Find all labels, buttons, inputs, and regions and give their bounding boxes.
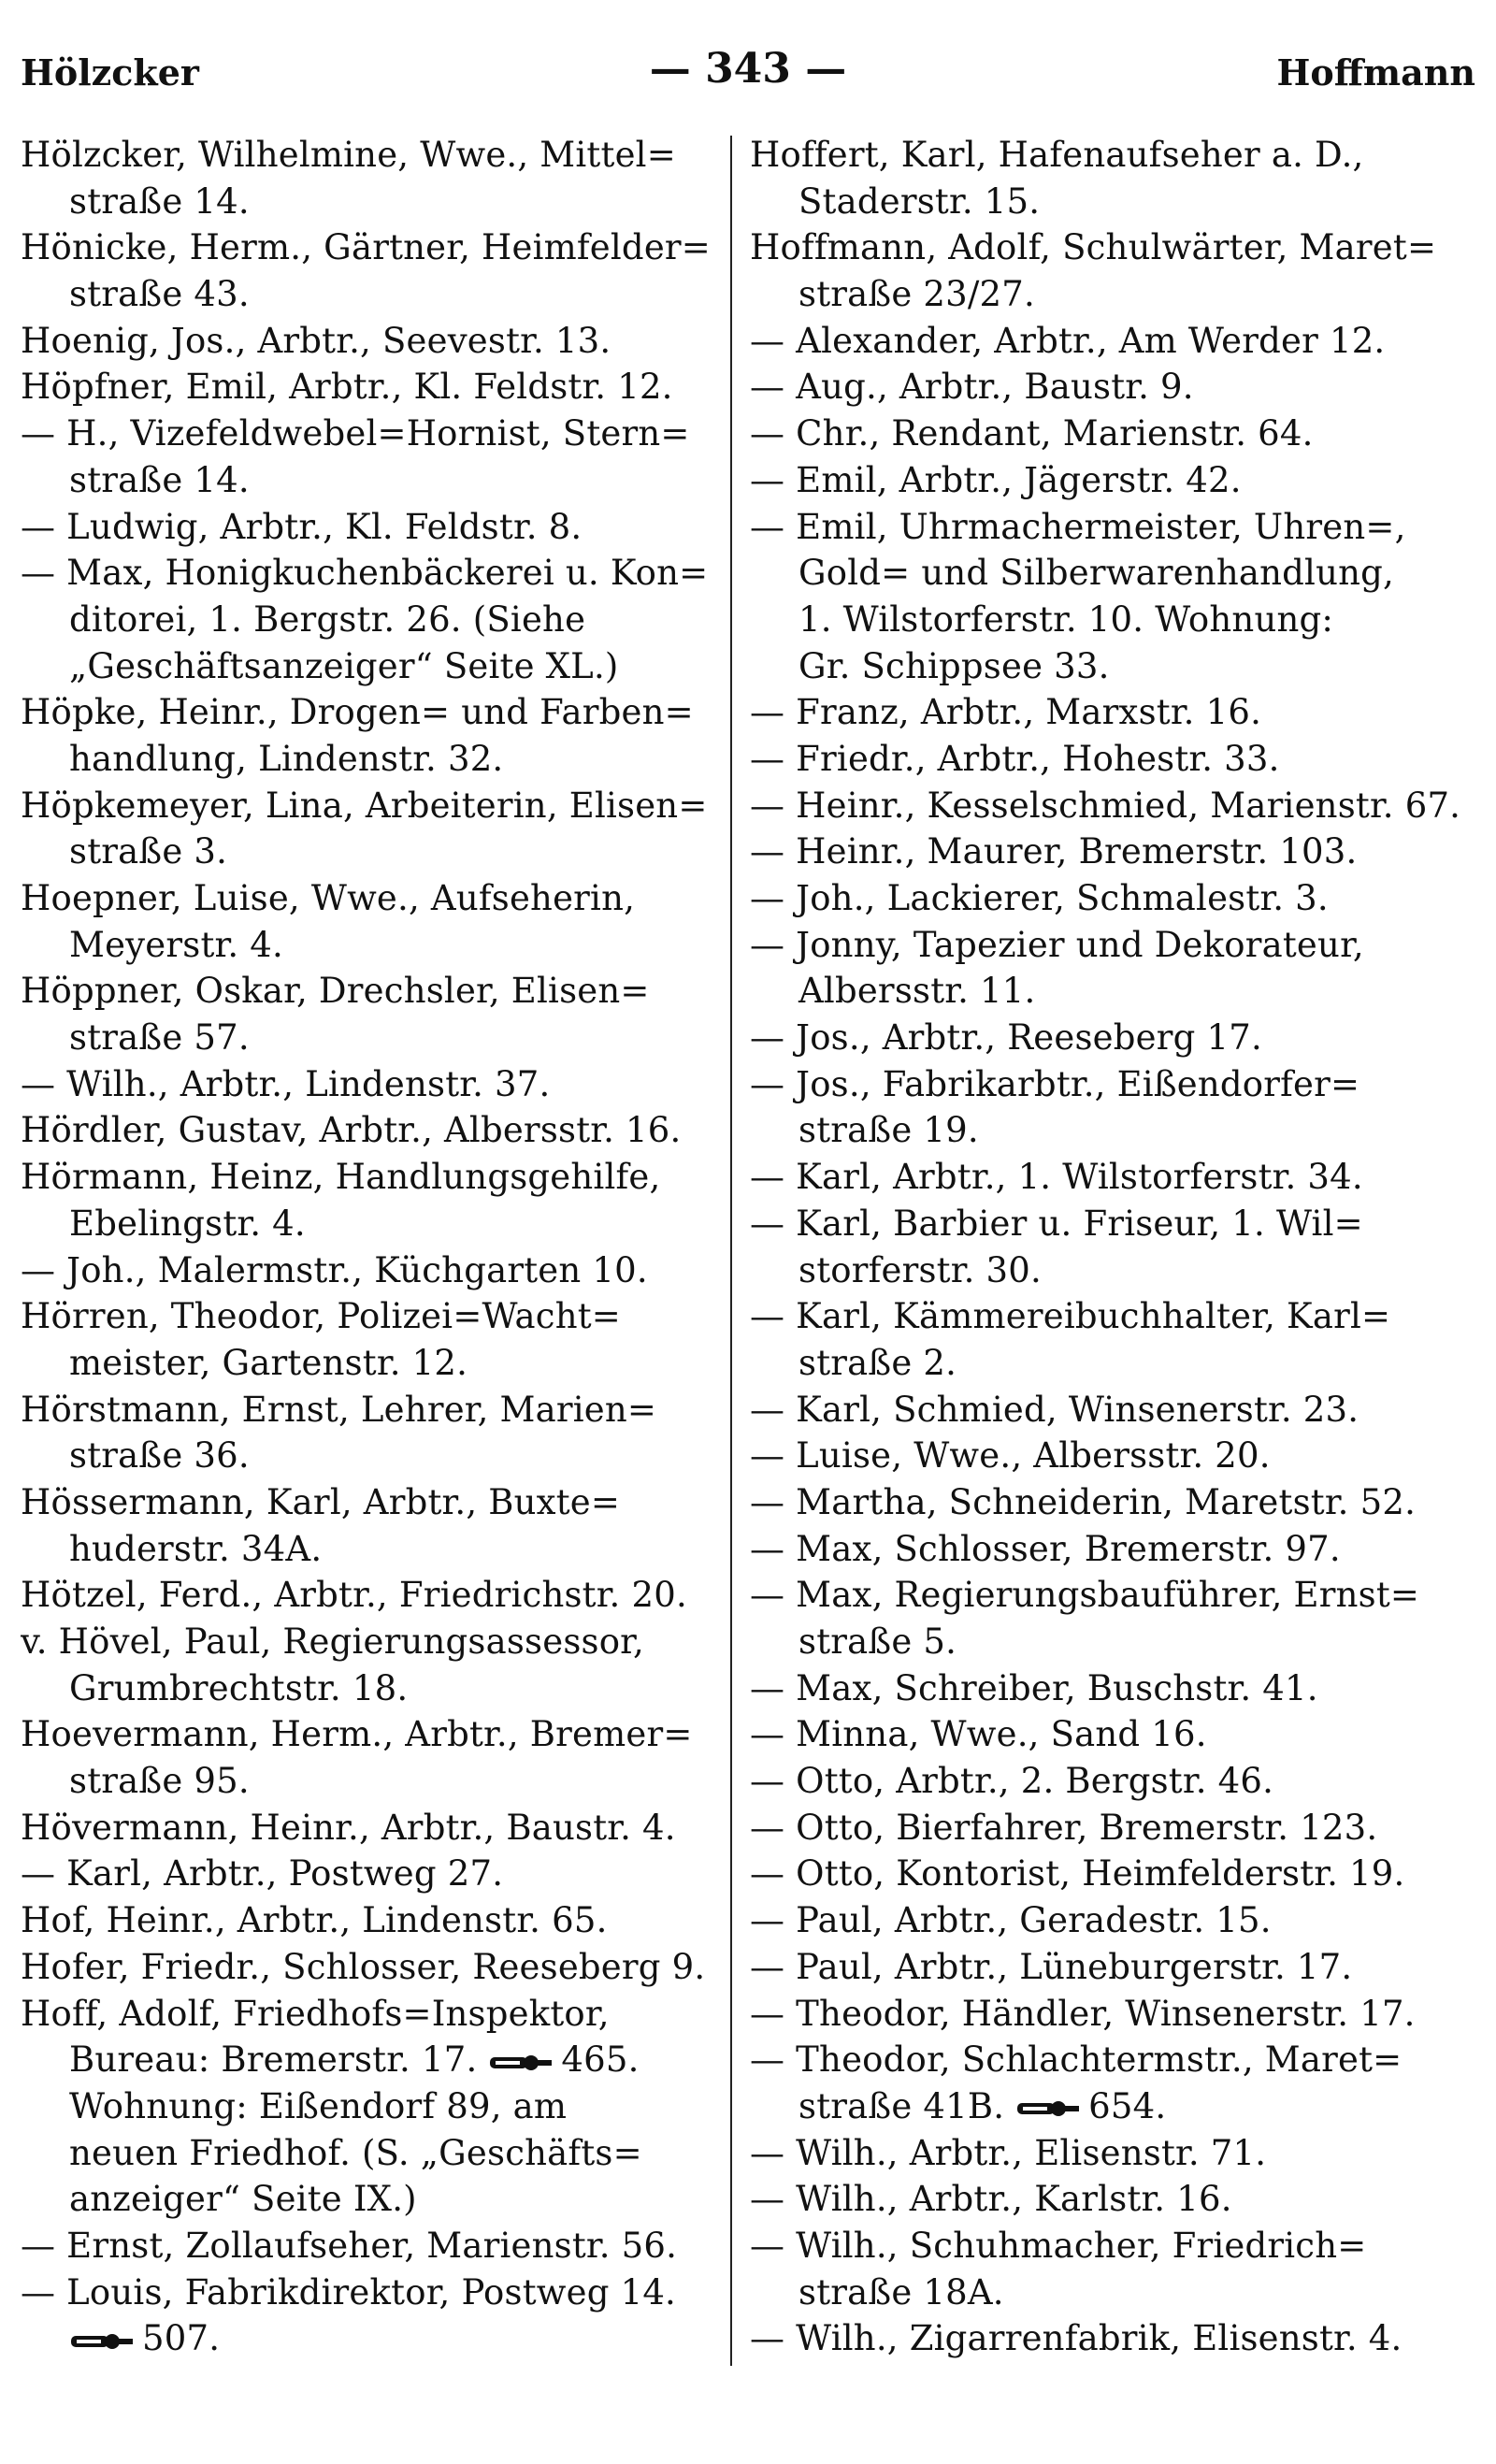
directory-entry bbox=[21, 689, 731, 782]
entry-line: — Jos., Fabrikarbtr., Eißendorfer= bbox=[750, 1063, 1360, 1104]
entry-continuation: neuen Friedhof. (S. „Geschäfts= bbox=[69, 2132, 642, 2173]
directory-entry bbox=[21, 1154, 731, 1246]
directory-entry bbox=[21, 1619, 731, 1711]
entry-continuation: straße 3. bbox=[69, 831, 228, 872]
directory-entry bbox=[750, 829, 1470, 875]
directory-entry bbox=[750, 1711, 1470, 1758]
entry-line: — Aug., Arbtr., Baustr. 9. bbox=[750, 367, 1194, 408]
entry-continuation: „Geschäftsanzeiger“ Seite XL.) bbox=[69, 645, 619, 686]
directory-entry bbox=[750, 689, 1470, 736]
directory-entry bbox=[750, 1526, 1470, 1573]
entry-continuation: Ebelingstr. 4. bbox=[69, 1203, 306, 1244]
directory-entry bbox=[21, 1851, 731, 1897]
entry-line: — Wilh., Zigarrenfabrik, Elisenstr. 4. bbox=[750, 2318, 1402, 2359]
entry-continuation bbox=[21, 2315, 731, 2362]
entry-line: Hördler, Gustav, Arbtr., Albersstr. 16. bbox=[21, 1110, 682, 1151]
directory-entry bbox=[750, 1991, 1470, 2038]
directory-entry bbox=[750, 2037, 1470, 2129]
directory-entry bbox=[21, 318, 731, 365]
left-column bbox=[21, 132, 731, 2362]
directory-entry bbox=[750, 1061, 1470, 1154]
entry-line: — H., Vizefeldwebel=Hornist, Stern= bbox=[21, 413, 690, 454]
entry-line: — Joh., Malermstr., Küchgarten 10. bbox=[21, 1249, 648, 1290]
entry-line: Höpfner, Emil, Arbtr., Kl. Feldstr. 12. bbox=[21, 367, 673, 408]
entry-line: — Emil, Arbtr., Jägerstr. 42. bbox=[750, 459, 1242, 500]
directory-entry bbox=[21, 364, 731, 411]
directory-entry bbox=[750, 318, 1470, 365]
entry-line: — Karl, Arbtr., 1. Wilstorferstr. 34. bbox=[750, 1157, 1363, 1198]
entry-line: — Martha, Schneiderin, Maretstr. 52. bbox=[750, 1481, 1417, 1522]
directory-entry bbox=[21, 968, 731, 1060]
entry-line: — Ludwig, Arbtr., Kl. Feldstr. 8. bbox=[21, 506, 583, 547]
entry-line: v. Hövel, Paul, Regierungsassessor, bbox=[21, 1621, 644, 1662]
entry-continuation: Grumbrechtstr. 18. bbox=[69, 1667, 409, 1708]
directory-entry bbox=[21, 2269, 731, 2362]
directory-entry bbox=[750, 1015, 1470, 1061]
phone-number: 654. bbox=[1088, 2085, 1167, 2126]
entry-continuation: Bureau: Bremerstr. 17. 465. bbox=[69, 2039, 640, 2081]
entry-line: — Karl, Kämmereibuchhalter, Karl= bbox=[750, 1296, 1391, 1337]
directory-entry bbox=[21, 2223, 731, 2269]
directory-entry bbox=[750, 1387, 1470, 1434]
entry-continuation: straße 36. bbox=[69, 1435, 250, 1477]
directory-entry bbox=[21, 1387, 731, 1479]
entry-continuation: straße 5. bbox=[798, 1621, 957, 1662]
directory-entry bbox=[750, 2176, 1470, 2223]
entry-line: — Joh., Lackierer, Schmalestr. 3. bbox=[750, 878, 1329, 918]
column-divider bbox=[730, 136, 732, 2366]
directory-entry bbox=[750, 1293, 1470, 1386]
entry-line: Hötzel, Ferd., Arbtr., Friedrichstr. 20. bbox=[21, 1575, 687, 1616]
entry-line: — Paul, Arbtr., Geradestr. 15. bbox=[750, 1900, 1272, 1941]
directory-entry bbox=[21, 1479, 731, 1572]
entry-continuation: handlung, Lindenstr. 32. bbox=[69, 738, 504, 779]
directory-entry bbox=[750, 1665, 1470, 1712]
right-column bbox=[750, 132, 1470, 2362]
entry-continuation: Gr. Schippsee 33. bbox=[798, 645, 1110, 686]
entry-line: — Wilh., Arbtr., Elisenstr. 71. bbox=[750, 2132, 1267, 2173]
directory-entry bbox=[750, 875, 1470, 922]
entry-line: Hoevermann, Herm., Arbtr., Bremer= bbox=[21, 1714, 693, 1755]
telephone-icon bbox=[1015, 2098, 1081, 2119]
entry-line: — Wilh., Arbtr., Lindenstr. 37. bbox=[21, 1063, 551, 1104]
entry-line: Hoenig, Jos., Arbtr., Seevestr. 13. bbox=[21, 320, 611, 361]
directory-entry bbox=[750, 1154, 1470, 1201]
entry-line: — Jos., Arbtr., Reeseberg 17. bbox=[750, 1017, 1262, 1059]
entry-line: — Karl, Schmied, Winsenerstr. 23. bbox=[750, 1389, 1359, 1430]
directory-entry bbox=[750, 1201, 1470, 1293]
entry-line: Hoffmann, Adolf, Schulwärter, Maret= bbox=[750, 227, 1437, 268]
directory-entry bbox=[750, 736, 1470, 783]
directory-entry bbox=[750, 504, 1470, 690]
entry-line: — Ernst, Zollaufseher, Marienstr. 56. bbox=[21, 2225, 678, 2266]
entry-line: Hoff, Adolf, Friedhofs=Inspektor, bbox=[21, 1993, 610, 2034]
header-first-entry: Hölzcker bbox=[21, 51, 199, 94]
entry-line: — Max, Regierungsbauführer, Ernst= bbox=[750, 1575, 1420, 1616]
directory-entry bbox=[750, 1851, 1470, 1897]
entry-line: Hof, Heinr., Arbtr., Lindenstr. 65. bbox=[21, 1900, 608, 1941]
phone-number: 465. bbox=[561, 2039, 640, 2081]
entry-continuation: straße 18A. bbox=[798, 2271, 1004, 2313]
entry-continuation: storferstr. 30. bbox=[798, 1249, 1042, 1290]
entry-line: Hövermann, Heinr., Arbtr., Baustr. 4. bbox=[21, 1807, 676, 1848]
directory-entry bbox=[21, 1805, 731, 1852]
directory-entry bbox=[750, 411, 1470, 457]
entry-continuation: anzeiger“ Seite IX.) bbox=[69, 2179, 417, 2220]
entry-continuation: straße 19. bbox=[798, 1110, 979, 1151]
page-number: — 343 — bbox=[649, 45, 847, 93]
entry-line: Hoffert, Karl, Hafenaufseher a. D., bbox=[750, 135, 1364, 175]
entry-line: — Minna, Wwe., Sand 16. bbox=[750, 1714, 1207, 1755]
telephone-icon bbox=[69, 2331, 135, 2352]
entry-line: — Friedr., Arbtr., Hohestr. 33. bbox=[750, 738, 1280, 779]
entry-line: Hörstmann, Ernst, Lehrer, Marien= bbox=[21, 1389, 657, 1430]
directory-entry bbox=[750, 1433, 1470, 1479]
entry-line: — Heinr., Maurer, Bremerstr. 103. bbox=[750, 831, 1358, 872]
directory-entry bbox=[750, 2315, 1470, 2362]
directory-entry bbox=[750, 224, 1470, 317]
directory-entry bbox=[21, 1293, 731, 1386]
entry-line: — Wilh., Schuhmacher, Friedrich= bbox=[750, 2225, 1367, 2266]
entry-line: Höppner, Oskar, Drechsler, Elisen= bbox=[21, 971, 650, 1012]
entry-line: — Theodor, Händler, Winsenerstr. 17. bbox=[750, 1993, 1416, 2034]
entry-line: Höpke, Heinr., Drogen= und Farben= bbox=[21, 692, 694, 733]
entry-continuation: straße 2. bbox=[798, 1342, 957, 1383]
directory-entry bbox=[21, 1897, 731, 1944]
directory-entry bbox=[750, 132, 1470, 224]
directory-entry bbox=[21, 132, 731, 224]
entry-continuation: straße 14. bbox=[69, 180, 250, 222]
entry-line: — Chr., Rendant, Marienstr. 64. bbox=[750, 413, 1314, 454]
entry-continuation: Wohnung: Eißendorf 89, am bbox=[69, 2085, 568, 2126]
entry-line: — Max, Schreiber, Buschstr. 41. bbox=[750, 1667, 1318, 1708]
directory-entry bbox=[21, 783, 731, 875]
entry-line: — Max, Schlosser, Bremerstr. 97. bbox=[750, 1528, 1341, 1569]
entry-continuation: straße 14. bbox=[69, 459, 250, 500]
entry-continuation: Gold= und Silberwarenhandlung, bbox=[798, 553, 1394, 594]
directory-entry bbox=[750, 922, 1470, 1015]
entry-line: — Jonny, Tapezier und Dekorateur, bbox=[750, 924, 1364, 965]
entry-line: — Karl, Arbtr., Postweg 27. bbox=[21, 1853, 504, 1895]
entry-continuation: ditorei, 1. Bergstr. 26. (Siehe bbox=[69, 598, 586, 640]
directory-entry bbox=[750, 783, 1470, 829]
entry-continuation: 1. Wilstorferstr. 10. Wohnung: bbox=[798, 598, 1334, 640]
directory-entry bbox=[21, 1711, 731, 1804]
entry-continuation: huderstr. 34A. bbox=[69, 1528, 323, 1569]
entry-line: — Louis, Fabrikdirektor, Postweg 14. bbox=[21, 2271, 677, 2313]
entry-line: Hörmann, Heinz, Handlungsgehilfe, bbox=[21, 1157, 661, 1198]
entry-line: — Alexander, Arbtr., Am Werder 12. bbox=[750, 320, 1386, 361]
entry-continuation: straße 41B. 654. bbox=[798, 2085, 1167, 2126]
entry-line: Höpkemeyer, Lina, Arbeiterin, Elisen= bbox=[21, 785, 708, 826]
entry-line: — Max, Honigkuchenbäckerei u. Kon= bbox=[21, 553, 709, 594]
header-last-entry: Hoffmann bbox=[1276, 51, 1475, 94]
directory-entry bbox=[750, 1479, 1470, 1526]
entry-line: — Wilh., Arbtr., Karlstr. 16. bbox=[750, 2179, 1232, 2220]
entry-line: — Emil, Uhrmachermeister, Uhren=, bbox=[750, 506, 1406, 547]
page-header bbox=[0, 0, 1496, 112]
entry-continuation: straße 23/27. bbox=[798, 274, 1035, 315]
entry-line: Hölzcker, Wilhelmine, Wwe., Mittel= bbox=[21, 135, 676, 175]
entry-line: Hörren, Theodor, Polizei=Wacht= bbox=[21, 1296, 622, 1337]
directory-entry bbox=[750, 2130, 1470, 2177]
entry-line: — Karl, Barbier u. Friseur, 1. Wil= bbox=[750, 1203, 1363, 1244]
directory-entry bbox=[750, 2223, 1470, 2315]
entry-line: — Franz, Arbtr., Marxstr. 16. bbox=[750, 692, 1262, 733]
directory-entry bbox=[750, 1805, 1470, 1852]
entry-line: — Otto, Arbtr., 2. Bergstr. 46. bbox=[750, 1761, 1274, 1802]
entry-continuation: straße 57. bbox=[69, 1017, 250, 1059]
directory-entry bbox=[21, 1061, 731, 1108]
entry-line: Hoepner, Luise, Wwe., Aufseherin, bbox=[21, 878, 636, 918]
directory-entry bbox=[21, 550, 731, 689]
entry-line: Hössermann, Karl, Arbtr., Buxte= bbox=[21, 1481, 621, 1522]
entry-continuation: Albersstr. 11. bbox=[798, 971, 1036, 1012]
directory-entry bbox=[21, 1572, 731, 1619]
directory-entry bbox=[21, 224, 731, 317]
directory-entry bbox=[750, 1758, 1470, 1805]
entry-continuation: Meyerstr. 4. bbox=[69, 924, 283, 965]
phone-number: 507. bbox=[142, 2318, 221, 2359]
entry-line: — Paul, Arbtr., Lüneburgerstr. 17. bbox=[750, 1946, 1353, 1987]
entry-line: — Otto, Bierfahrer, Bremerstr. 123. bbox=[750, 1807, 1378, 1848]
directory-entry bbox=[750, 1944, 1470, 1991]
entry-continuation: straße 43. bbox=[69, 274, 250, 315]
entry-continuation: straße 95. bbox=[69, 1761, 250, 1802]
directory-entry bbox=[21, 411, 731, 503]
entry-continuation: Staderstr. 15. bbox=[798, 180, 1041, 222]
directory-entry bbox=[750, 1897, 1470, 1944]
directory-entry bbox=[21, 1944, 731, 1991]
entry-line: Hönicke, Herm., Gärtner, Heimfelder= bbox=[21, 227, 712, 268]
entry-line: — Heinr., Kesselschmied, Marienstr. 67. bbox=[750, 785, 1461, 826]
directory-entry bbox=[21, 1991, 731, 2223]
directory-entry bbox=[21, 875, 731, 968]
directory-entry bbox=[750, 1572, 1470, 1664]
entry-continuation: meister, Gartenstr. 12. bbox=[69, 1342, 468, 1383]
directory-entry bbox=[750, 457, 1470, 504]
directory-entry bbox=[21, 1107, 731, 1154]
entry-line: — Luise, Wwe., Albersstr. 20. bbox=[750, 1435, 1271, 1477]
entry-line: Hofer, Friedr., Schlosser, Reeseberg 9. bbox=[21, 1946, 706, 1987]
directory-entry bbox=[21, 504, 731, 551]
directory-entry bbox=[750, 364, 1470, 411]
directory-entry bbox=[21, 1247, 731, 1294]
entry-line: — Otto, Kontorist, Heimfelderstr. 19. bbox=[750, 1853, 1405, 1895]
telephone-icon bbox=[488, 2053, 554, 2073]
entry-line: — Theodor, Schlachtermstr., Maret= bbox=[750, 2039, 1402, 2081]
